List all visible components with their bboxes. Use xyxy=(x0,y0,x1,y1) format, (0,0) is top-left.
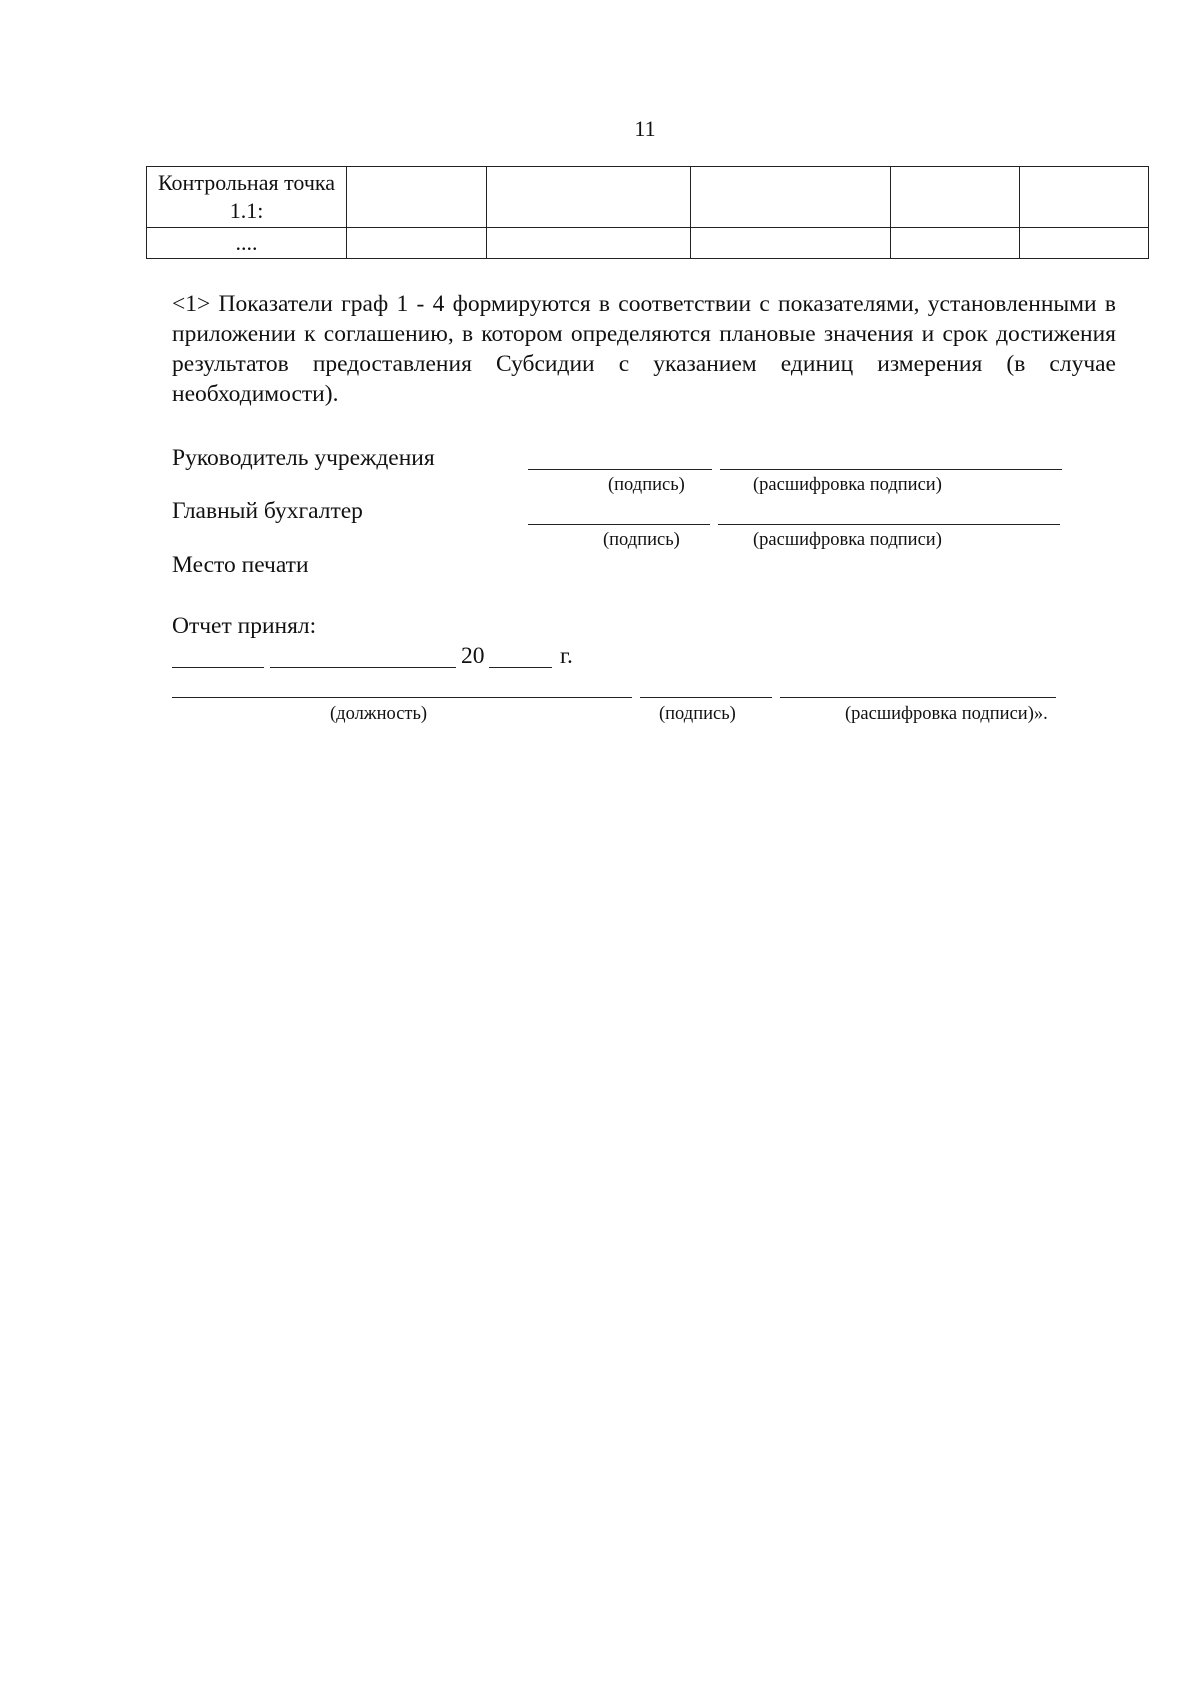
table-cell xyxy=(691,228,891,259)
month-line xyxy=(270,667,456,668)
year-line xyxy=(489,667,552,668)
footnote: <1> Показатели граф 1 - 4 формируются в соответствии с показателями, установленными в приложении к соглашению, в котором определяются плановые значения и срок достижения результатов предоставления Субсидии с указанием единиц измерения (в случае необходимости). xyxy=(172,291,1116,407)
day-line xyxy=(172,667,264,668)
position-line xyxy=(172,697,632,698)
table-cell xyxy=(1020,167,1149,228)
accountant-decoding-caption: (расшифровка подписи) xyxy=(753,530,942,550)
head-label: Руководитель учреждения xyxy=(172,445,435,471)
year-prefix: 20 xyxy=(461,643,485,669)
table-cell xyxy=(1020,228,1149,259)
table-cell xyxy=(691,167,891,228)
table-cell xyxy=(347,167,487,228)
position-caption: (должность) xyxy=(330,704,428,724)
indicator-table xyxy=(146,166,1149,259)
table-cell-checkpoint: Контрольная точка 1.1: xyxy=(147,167,347,228)
head-signature-line xyxy=(528,469,712,470)
table-cell xyxy=(891,167,1020,228)
head-decoding-line xyxy=(720,469,1062,470)
table-row xyxy=(147,228,1149,259)
accepted-signature-caption: (подпись) xyxy=(659,704,736,724)
accepted-label: Отчет принял: xyxy=(172,613,317,639)
page-number: 11 xyxy=(634,116,656,141)
table-cell-ellipsis: .... xyxy=(147,228,347,259)
stamp-label: Место печати xyxy=(172,552,309,578)
accepted-decoding-caption: (расшифровка подписи)». xyxy=(845,704,1048,724)
table-cell xyxy=(891,228,1020,259)
accountant-signature-caption: (подпись) xyxy=(603,530,680,550)
table-cell xyxy=(347,228,487,259)
table-cell xyxy=(487,167,691,228)
accountant-signature-line xyxy=(528,524,710,525)
accepted-decoding-line xyxy=(780,697,1056,698)
year-suffix: г. xyxy=(560,643,573,669)
head-signature-caption: (подпись) xyxy=(608,475,685,495)
head-decoding-caption: (расшифровка подписи) xyxy=(753,475,942,495)
table-cell xyxy=(487,228,691,259)
accountant-label: Главный бухгалтер xyxy=(172,498,363,524)
accountant-decoding-line xyxy=(718,524,1060,525)
table-row xyxy=(147,167,1149,228)
accepted-signature-line xyxy=(640,697,772,698)
